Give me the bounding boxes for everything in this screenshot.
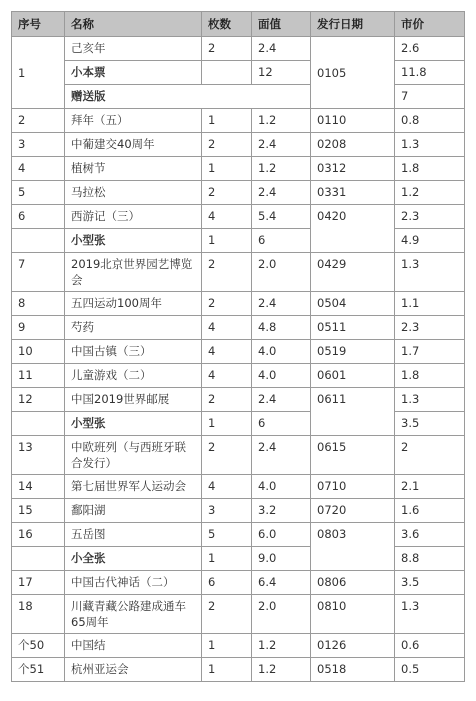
header-cell-face-value: 面值 [252, 12, 311, 37]
table-row [12, 364, 465, 388]
issue-date-cell: 0429 [311, 253, 395, 292]
count-cell: 2 [202, 595, 252, 634]
face-value-cell: 6.4 [252, 571, 311, 595]
serial-cell: 个51 [12, 658, 65, 682]
header-cell-serial: 序号 [12, 12, 65, 37]
count-cell: 4 [202, 364, 252, 388]
name-cell: 小本票 [65, 61, 202, 85]
table-row [12, 316, 465, 340]
face-value-cell: 6 [252, 229, 311, 253]
serial-cell: 个50 [12, 634, 65, 658]
table-row [12, 412, 465, 436]
serial-cell: 13 [12, 436, 65, 475]
serial-cell: 8 [12, 292, 65, 316]
name-cell: 中国古代神话（二） [65, 571, 202, 595]
name-cell: 小型张 [65, 229, 202, 253]
serial-cell [12, 229, 65, 253]
issue-date-cell: 0710 [311, 475, 395, 499]
issue-date-cell: 0511 [311, 316, 395, 340]
market-price-cell: 2.3 [395, 316, 465, 340]
face-value-cell: 2.4 [252, 133, 311, 157]
table-row [12, 133, 465, 157]
serial-cell: 7 [12, 253, 65, 292]
table-row [12, 61, 465, 85]
face-value-cell: 2.4 [252, 436, 311, 475]
header-cell-issue-date: 发行日期 [311, 12, 395, 37]
table-row [12, 157, 465, 181]
count-cell: 1 [202, 157, 252, 181]
name-cell: 川藏青藏公路建成通车65周年 [65, 595, 202, 634]
table-row [12, 205, 465, 229]
market-price-cell: 1.3 [395, 595, 465, 634]
serial-cell: 18 [12, 595, 65, 634]
count-cell: 1 [202, 547, 252, 571]
name-cell: 拜年（五） [65, 109, 202, 133]
table-row [12, 340, 465, 364]
serial-cell: 1 [12, 37, 65, 109]
face-value-cell: 4.0 [252, 340, 311, 364]
market-price-cell: 3.5 [395, 571, 465, 595]
count-cell: 2 [202, 292, 252, 316]
count-cell: 4 [202, 340, 252, 364]
serial-cell: 9 [12, 316, 65, 340]
issue-date-cell: 0312 [311, 157, 395, 181]
issue-date-cell: 0331 [311, 181, 395, 205]
issue-date-cell: 0126 [311, 634, 395, 658]
serial-cell [12, 412, 65, 436]
issue-date-cell: 0615 [311, 436, 395, 475]
face-value-cell: 1.2 [252, 109, 311, 133]
name-cell: 五岳图 [65, 523, 202, 547]
market-price-cell: 7 [395, 85, 465, 109]
count-cell: 1 [202, 658, 252, 682]
face-value-cell: 2.0 [252, 253, 311, 292]
name-cell: 五四运动100周年 [65, 292, 202, 316]
name-cell: 小型张 [65, 412, 202, 436]
issue-date-cell: 0208 [311, 133, 395, 157]
table-row [12, 499, 465, 523]
face-value-cell: 1.2 [252, 634, 311, 658]
count-cell: 6 [202, 571, 252, 595]
table-row [12, 253, 465, 292]
name-cell: 中葡建交40周年 [65, 133, 202, 157]
issue-date-cell: 0504 [311, 292, 395, 316]
market-price-cell: 1.8 [395, 364, 465, 388]
table-row [12, 547, 465, 571]
table-row [12, 634, 465, 658]
face-value-cell: 2.4 [252, 181, 311, 205]
market-price-cell: 1.3 [395, 253, 465, 292]
header-row [12, 12, 465, 37]
table-row [12, 388, 465, 412]
market-price-cell: 2.1 [395, 475, 465, 499]
header-cell-name: 名称 [65, 12, 202, 37]
serial-cell: 15 [12, 499, 65, 523]
name-cell: 鄱阳湖 [65, 499, 202, 523]
table-row [12, 523, 465, 547]
stamp-price-table [11, 11, 465, 682]
face-value-cell: 3.2 [252, 499, 311, 523]
issue-date-cell: 0105 [311, 37, 395, 109]
issue-date-cell: 0601 [311, 364, 395, 388]
name-cell: 杭州亚运会 [65, 658, 202, 682]
market-price-cell: 3.6 [395, 523, 465, 547]
name-cell: 植树节 [65, 157, 202, 181]
name-cell: 中国结 [65, 634, 202, 658]
name-cell: 小全张 [65, 547, 202, 571]
issue-date-cell: 0803 [311, 523, 395, 571]
issue-date-cell: 0519 [311, 340, 395, 364]
face-value-cell: 1.2 [252, 658, 311, 682]
table-row [12, 595, 465, 634]
market-price-cell: 0.5 [395, 658, 465, 682]
count-cell: 2 [202, 436, 252, 475]
issue-date-cell: 0806 [311, 571, 395, 595]
face-value-cell: 5.4 [252, 205, 311, 229]
serial-cell: 6 [12, 205, 65, 229]
table-row [12, 109, 465, 133]
count-cell: 4 [202, 316, 252, 340]
name-cell: 中国2019世界邮展 [65, 388, 202, 412]
market-price-cell: 11.8 [395, 61, 465, 85]
face-value-cell: 12 [252, 61, 311, 85]
count-cell: 4 [202, 475, 252, 499]
serial-cell: 12 [12, 388, 65, 412]
face-value-cell: 2.4 [252, 388, 311, 412]
count-cell [202, 61, 252, 85]
face-value-cell: 1.2 [252, 157, 311, 181]
name-cell: 赠送版 [65, 85, 311, 109]
issue-date-cell: 0810 [311, 595, 395, 634]
table-row [12, 85, 465, 109]
count-cell: 5 [202, 523, 252, 547]
table-row [12, 475, 465, 499]
serial-cell: 4 [12, 157, 65, 181]
name-cell: 第七届世界军人运动会 [65, 475, 202, 499]
name-cell: 马拉松 [65, 181, 202, 205]
issue-date-cell: 0420 [311, 205, 395, 253]
market-price-cell: 1.7 [395, 340, 465, 364]
count-cell: 2 [202, 253, 252, 292]
market-price-cell: 2 [395, 436, 465, 475]
issue-date-cell: 0611 [311, 388, 395, 436]
count-cell: 2 [202, 181, 252, 205]
table-row [12, 37, 465, 61]
count-cell: 2 [202, 37, 252, 61]
table-row [12, 571, 465, 595]
serial-cell: 3 [12, 133, 65, 157]
face-value-cell: 6.0 [252, 523, 311, 547]
face-value-cell: 4.8 [252, 316, 311, 340]
serial-cell: 14 [12, 475, 65, 499]
name-cell: 2019北京世界园艺博览会 [65, 253, 202, 292]
count-cell: 3 [202, 499, 252, 523]
table-row [12, 181, 465, 205]
face-value-cell: 9.0 [252, 547, 311, 571]
face-value-cell: 2.4 [252, 292, 311, 316]
market-price-cell: 1.2 [395, 181, 465, 205]
name-cell: 西游记（三） [65, 205, 202, 229]
market-price-cell: 0.8 [395, 109, 465, 133]
market-price-cell: 3.5 [395, 412, 465, 436]
face-value-cell: 2.4 [252, 37, 311, 61]
table-row [12, 292, 465, 316]
face-value-cell: 2.0 [252, 595, 311, 634]
issue-date-cell: 0518 [311, 658, 395, 682]
serial-cell: 2 [12, 109, 65, 133]
market-price-cell: 1.6 [395, 499, 465, 523]
table-row [12, 229, 465, 253]
count-cell: 4 [202, 205, 252, 229]
serial-cell [12, 547, 65, 571]
market-price-cell: 1.3 [395, 388, 465, 412]
market-price-cell: 2.6 [395, 37, 465, 61]
serial-cell: 10 [12, 340, 65, 364]
market-price-cell: 2.3 [395, 205, 465, 229]
count-cell: 1 [202, 109, 252, 133]
name-cell: 己亥年 [65, 37, 202, 61]
face-value-cell: 4.0 [252, 475, 311, 499]
name-cell: 中欧班列（与西班牙联合发行） [65, 436, 202, 475]
market-price-cell: 0.6 [395, 634, 465, 658]
issue-date-cell: 0110 [311, 109, 395, 133]
market-price-cell: 1.3 [395, 133, 465, 157]
market-price-cell: 8.8 [395, 547, 465, 571]
count-cell: 2 [202, 133, 252, 157]
market-price-cell: 1.1 [395, 292, 465, 316]
header-cell-count: 枚数 [202, 12, 252, 37]
count-cell: 2 [202, 388, 252, 412]
serial-cell: 16 [12, 523, 65, 547]
face-value-cell: 6 [252, 412, 311, 436]
count-cell: 1 [202, 634, 252, 658]
serial-cell: 11 [12, 364, 65, 388]
serial-cell: 17 [12, 571, 65, 595]
issue-date-cell: 0720 [311, 499, 395, 523]
table-row [12, 658, 465, 682]
count-cell: 1 [202, 412, 252, 436]
count-cell: 1 [202, 229, 252, 253]
table-row [12, 436, 465, 475]
name-cell: 芍药 [65, 316, 202, 340]
name-cell: 中国古镇（三） [65, 340, 202, 364]
market-price-cell: 1.8 [395, 157, 465, 181]
header-cell-market-price: 市价 [395, 12, 465, 37]
market-price-cell: 4.9 [395, 229, 465, 253]
face-value-cell: 4.0 [252, 364, 311, 388]
name-cell: 儿童游戏（二） [65, 364, 202, 388]
serial-cell: 5 [12, 181, 65, 205]
